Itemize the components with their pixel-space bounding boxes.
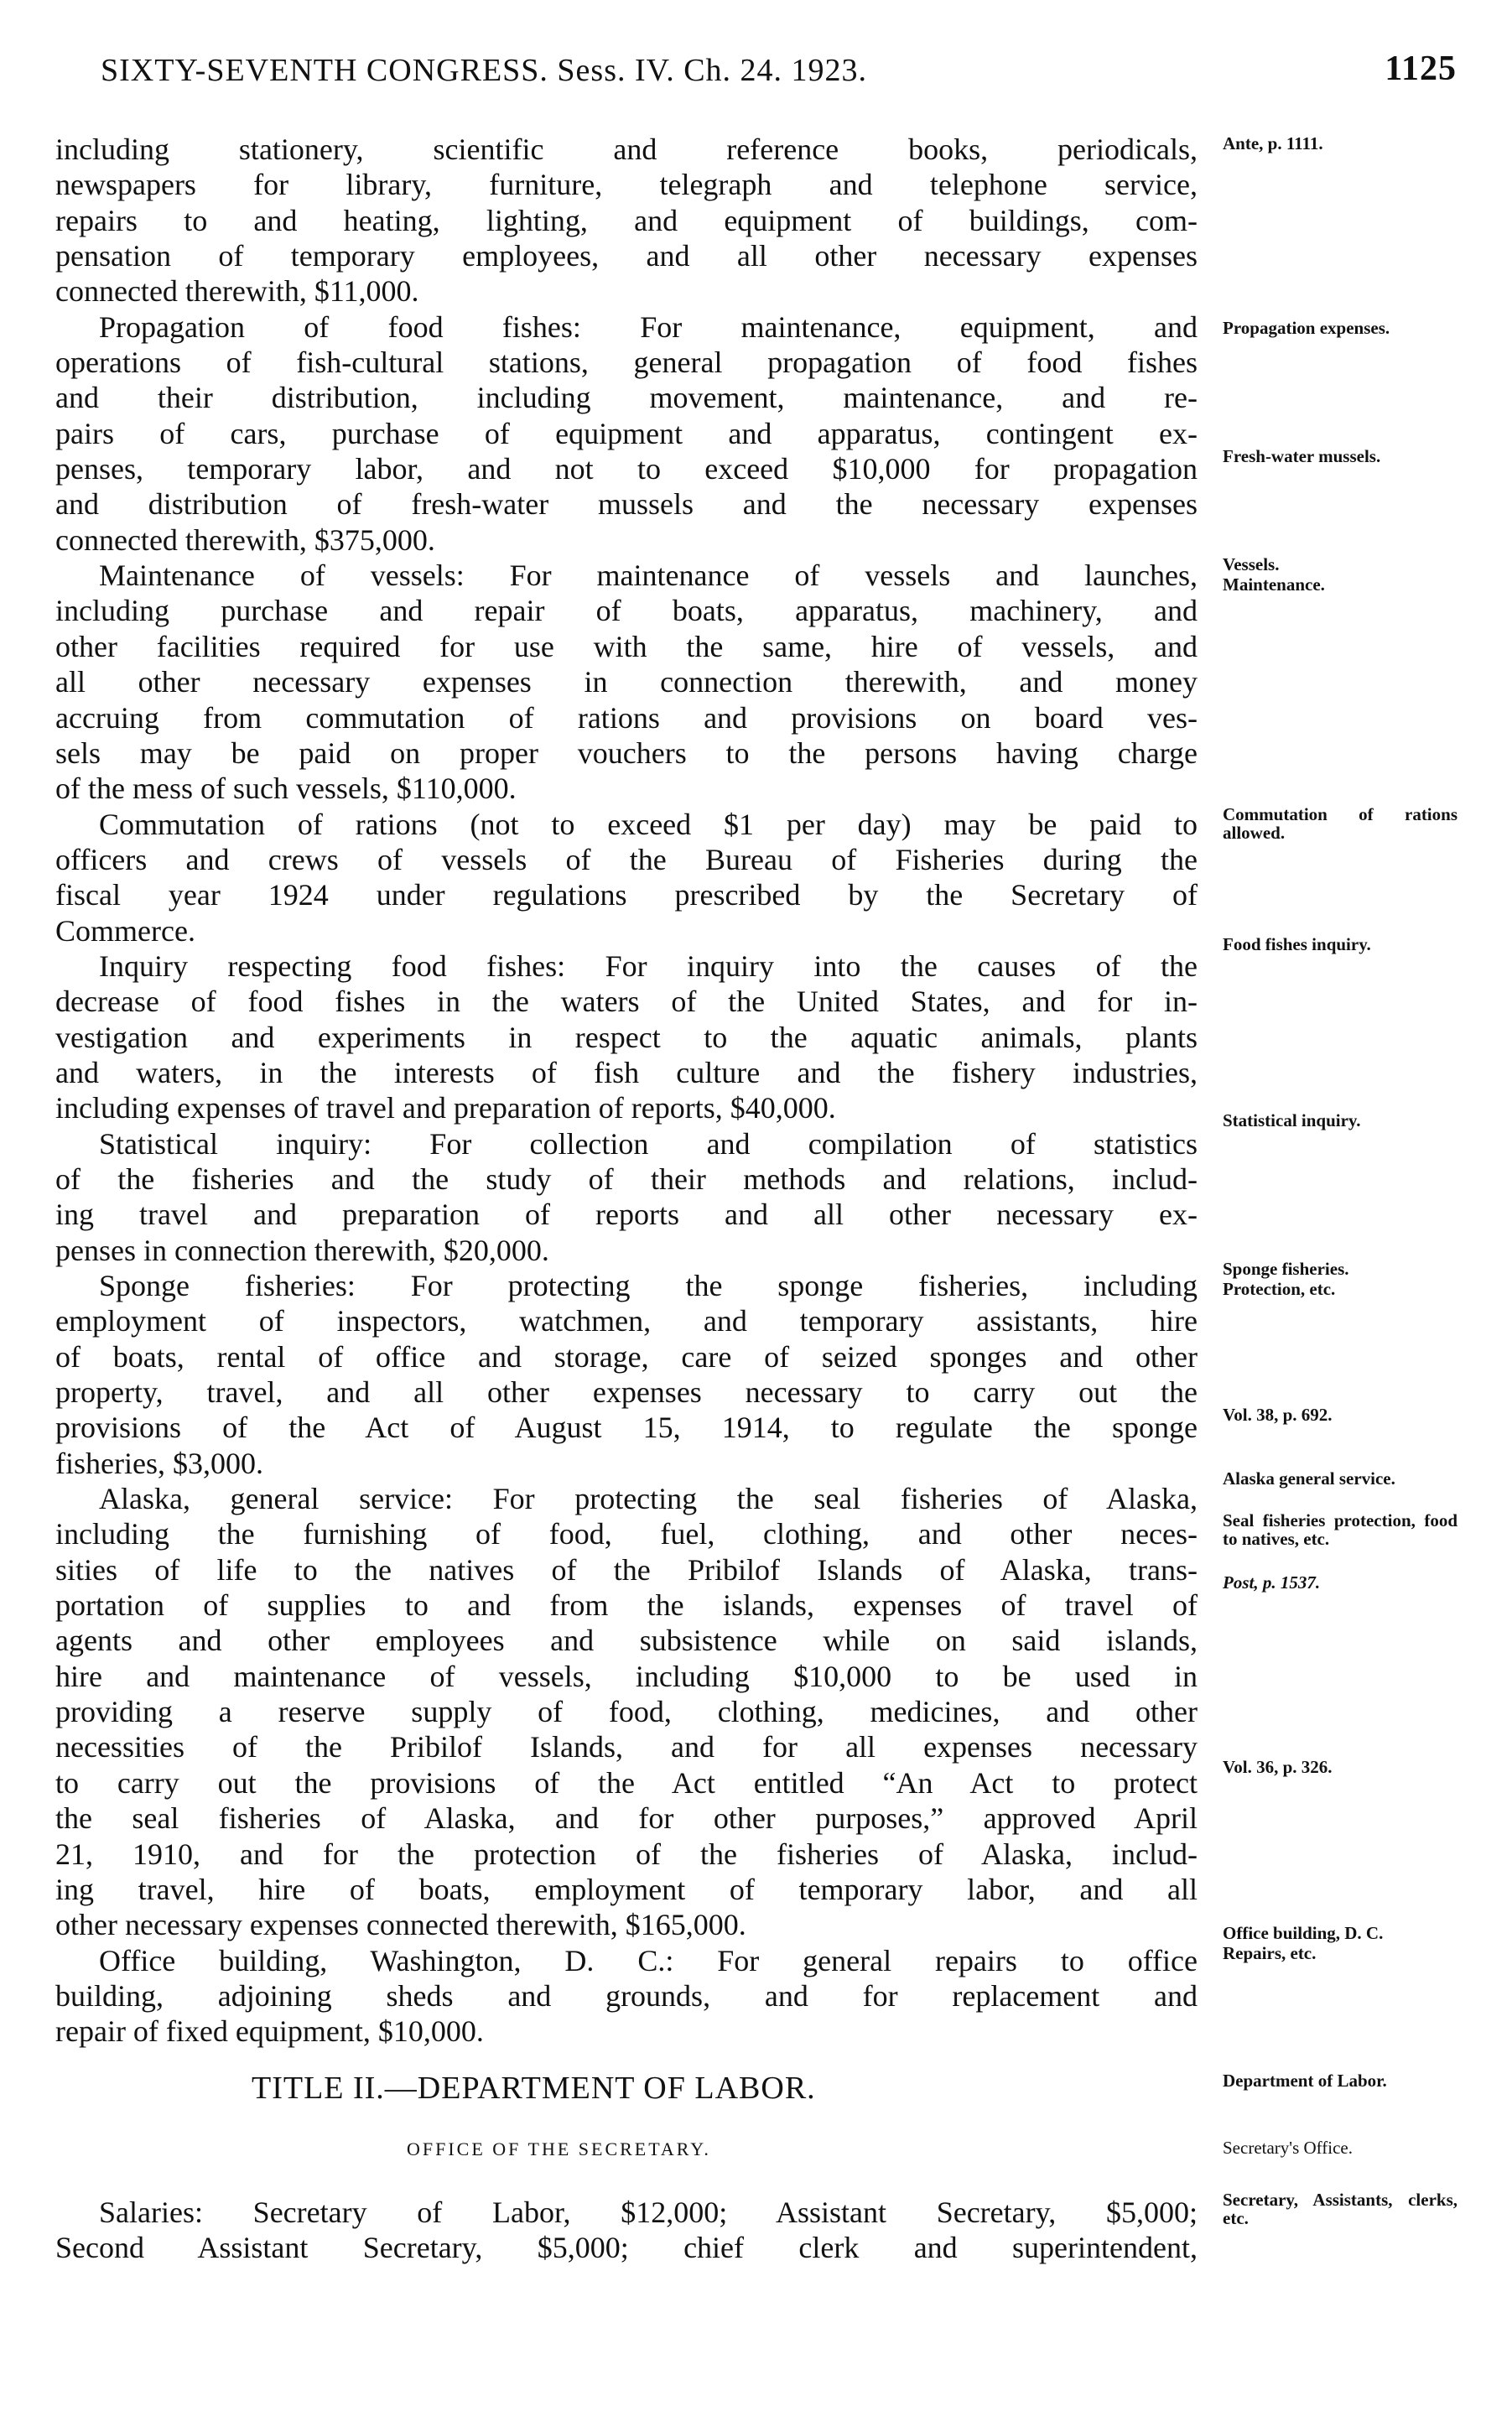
text-line: officers and crews of vessels of the Bureau of Fisheries during the bbox=[55, 842, 1198, 876]
margin-note-statistical: Statistical inquiry. bbox=[1223, 1110, 1361, 1130]
margin-note-food-fishes: Food fishes inquiry. bbox=[1223, 934, 1371, 954]
text-line: providing a reserve supply of food, clothing, medicines, and other bbox=[55, 1695, 1198, 1729]
text-line: Alaska, general service: For protecting the seal fisheries of Alaska, bbox=[99, 1482, 1198, 1516]
margin-note-protection: Protection, etc. bbox=[1223, 1279, 1336, 1299]
paragraph bbox=[55, 948, 1198, 1126]
paragraph bbox=[55, 807, 1198, 948]
text-line: of the fisheries and the study of their methods and relations, includ- bbox=[55, 1161, 1198, 1196]
text-line: other facilities required for use with the same, hire of vessels, and bbox=[55, 629, 1198, 663]
text-line: Salaries: Secretary of Labor, $12,000; Assistant Secretary, $5,000; bbox=[99, 2196, 1198, 2229]
text-line: repairs to and heating, lighting, and equipment of buildings, com- bbox=[55, 203, 1198, 237]
margin-note-repairs: Repairs, etc. bbox=[1223, 1943, 1317, 1963]
text-line: sels may be paid on proper vouchers to the persons having charge bbox=[55, 735, 1198, 770]
margin-note-office-building: Office building, D. C. bbox=[1223, 1923, 1384, 1943]
text-line: pensation of temporary employees, and all other necessary expenses bbox=[55, 239, 1198, 273]
text-line: building, adjoining sheds and grounds, and for replacement and bbox=[55, 1978, 1198, 2013]
text-line: repair of fixed equipment, $10,000. bbox=[55, 2014, 484, 2049]
paragraph bbox=[55, 309, 1198, 558]
margin-note-vessels: Vessels. bbox=[1223, 554, 1280, 574]
text-line: all other necessary expenses in connection therewith, and money bbox=[55, 665, 1198, 699]
text-line: employment of inspectors, watchmen, and temporary assistants, hire bbox=[55, 1304, 1198, 1338]
margin-note-post: Post, p. 1537. bbox=[1223, 1572, 1321, 1593]
text-line: connected therewith, $375,000. bbox=[55, 522, 435, 557]
text-line: Sponge fisheries: For protecting the sponge fisheries, including bbox=[99, 1269, 1198, 1302]
text-line: and their distribution, including movement, maintenance, and re- bbox=[55, 381, 1198, 415]
paragraph bbox=[55, 1126, 1198, 1268]
margin-note-secretary-office: Secretary's Office. bbox=[1223, 2138, 1353, 2158]
text-line: of boats, rental of office and storage, care of seized sponges and other bbox=[55, 1339, 1198, 1374]
text-line: Statistical inquiry: For collection and compilation of statistics bbox=[99, 1126, 1198, 1161]
margin-note-propagation: Propagation expenses. bbox=[1223, 318, 1390, 338]
margin-note-alaska: Alaska general service. bbox=[1223, 1468, 1395, 1489]
text-line: penses in connection therewith, $20,000. bbox=[55, 1233, 549, 1267]
text-line: to carry out the provisions of the Act entitled “An Act to protect bbox=[55, 1765, 1198, 1800]
text-line: agents and other employees and subsistence while on said islands, bbox=[55, 1624, 1198, 1658]
text-line: sities of life to the natives of the Pribilof Islands of Alaska, trans- bbox=[55, 1552, 1198, 1587]
text-line: of the mess of such vessels, $110,000. bbox=[55, 772, 517, 806]
text-line: newspapers for library, furniture, telegraph and telephone service, bbox=[55, 168, 1198, 202]
margin-note-vol36: Vol. 36, p. 326. bbox=[1223, 1757, 1333, 1777]
text-line: provisions of the Act of August 15, 1914, to regulate the sponge bbox=[55, 1411, 1198, 1445]
salaries-paragraph bbox=[55, 2195, 1198, 2266]
text-line: Commutation of rations (not to exceed $1 per day) may be paid to bbox=[99, 807, 1198, 841]
margin-note-secretary: Secretary, Assistants, clerks, etc. bbox=[1223, 2190, 1457, 2228]
text-line: decrease of food fishes in the waters of the United States, and for in- bbox=[55, 985, 1198, 1019]
text-line: fiscal year 1924 under regulations prescribed by the Secretary of bbox=[55, 878, 1198, 912]
paragraph bbox=[55, 1481, 1198, 1942]
text-line: other necessary expenses connected therewith, $165,000. bbox=[55, 1908, 746, 1942]
margin-note-ante: Ante, p. 1111. bbox=[1223, 133, 1323, 153]
text-line: pairs of cars, purchase of equipment and apparatus, contingent ex- bbox=[55, 416, 1198, 450]
text-line: portation of supplies to and from the islands, expenses of travel of bbox=[55, 1588, 1198, 1623]
margin-note-seal: Seal fisheries protection, food to natives, etc. bbox=[1223, 1510, 1457, 1549]
text-line: including the furnishing of food, fuel, clothing, and other neces- bbox=[55, 1517, 1198, 1551]
margin-note-sponge: Sponge fisheries. bbox=[1223, 1259, 1349, 1279]
text-line: Maintenance of vessels: For maintenance of vessels and launches, bbox=[99, 559, 1198, 593]
office-heading: OFFICE OF THE SECRETARY. bbox=[407, 2138, 711, 2159]
body-text bbox=[55, 132, 1198, 2050]
text-line: ing travel and preparation of reports and all other necessary ex- bbox=[55, 1198, 1198, 1232]
text-line: necessities of the Pribilof Islands, and for all expenses necessary bbox=[55, 1730, 1198, 1764]
text-line: fisheries, $3,000. bbox=[55, 1446, 263, 1480]
text-line: hire and maintenance of vessels, including $10,000 to be used in bbox=[55, 1659, 1198, 1693]
text-line: Inquiry respecting food fishes: For inquiry into the causes of the bbox=[99, 948, 1198, 983]
text-line: accruing from commutation of rations and provisions on board ves- bbox=[55, 700, 1198, 735]
text-line: including stationery, scientific and reference books, periodicals, bbox=[55, 133, 1198, 166]
text-line: Commerce. bbox=[55, 913, 195, 948]
paragraph bbox=[55, 558, 1198, 806]
text-line: and distribution of fresh-water mussels and the necessary expenses bbox=[55, 487, 1198, 522]
paragraph bbox=[55, 1268, 1198, 1481]
margin-note-labor: Department of Labor. bbox=[1223, 2071, 1387, 2091]
paragraph bbox=[55, 132, 1198, 309]
text-line: the seal fisheries of Alaska, and for other purposes,” approved April bbox=[55, 1801, 1198, 1836]
text-line: Second Assistant Secretary, $5,000; chief clerk and superintendent, bbox=[55, 2231, 1198, 2265]
page-number: 1125 bbox=[1385, 49, 1457, 88]
text-line: vestigation and experiments in respect to the aquatic animals, plants bbox=[55, 1020, 1198, 1054]
text-line: operations of fish-cultural stations, general propagation of food fishes bbox=[55, 346, 1198, 380]
text-line: 21, 1910, and for the protection of the fisheries of Alaska, includ- bbox=[55, 1837, 1198, 1871]
title-heading: TITLE II.—DEPARTMENT OF LABOR. bbox=[252, 2071, 816, 2106]
text-line: Office building, Washington, D. C.: For general repairs to office bbox=[99, 1943, 1198, 1977]
margin-note-commutation: Commutation of rations allowed. bbox=[1223, 804, 1457, 843]
text-line: ing travel, hire of boats, employment of temporary labor, and all bbox=[55, 1872, 1198, 1906]
text-line: including expenses of travel and preparation of reports, $40,000. bbox=[55, 1091, 836, 1125]
text-line: Propagation of food fishes: For maintenance, equipment, and bbox=[99, 309, 1198, 344]
running-head: SIXTY-SEVENTH CONGRESS. Sess. IV. Ch. 24. 1923. bbox=[101, 53, 868, 88]
text-line: connected therewith, $11,000. bbox=[55, 274, 419, 309]
text-line: penses, temporary labor, and not to exceed $10,000 for propagation bbox=[55, 452, 1198, 486]
paragraph bbox=[55, 1943, 1198, 2050]
text-line: and waters, in the interests of fish culture and the fishery industries, bbox=[55, 1055, 1198, 1089]
margin-note-maintenance: Maintenance. bbox=[1223, 574, 1325, 595]
text-line: property, travel, and all other expenses necessary to carry out the bbox=[55, 1375, 1198, 1410]
margin-note-mussels: Fresh-water mussels. bbox=[1223, 446, 1381, 466]
margin-note-vol38: Vol. 38, p. 692. bbox=[1223, 1405, 1333, 1425]
text-line: including purchase and repair of boats, apparatus, machinery, and bbox=[55, 594, 1198, 628]
